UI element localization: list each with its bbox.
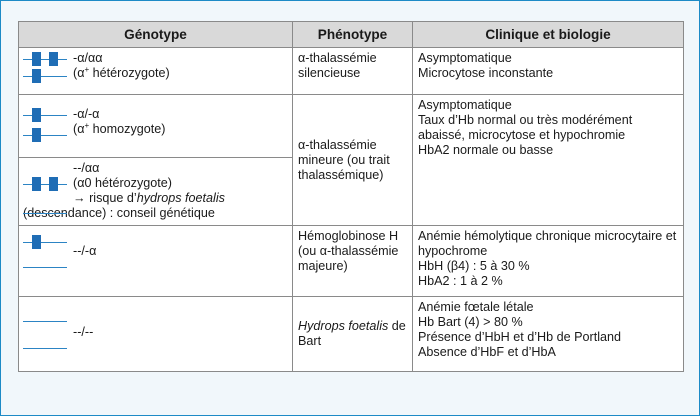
clinical-cell: Asymptomatique Microcytose inconstante — [413, 48, 684, 95]
phenotype-cell: Hydrops foetalis de Bart — [293, 297, 413, 372]
genotype-formula: --/-α — [73, 244, 97, 258]
phenotype-cell: Hémoglobinose H (ou α-thalassémie majeure) — [293, 226, 413, 297]
genotype-formula: --/αα — [73, 161, 100, 175]
gene-diagram-icon — [23, 107, 69, 144]
genotype-description: (α0 hétérozygote) — [73, 176, 172, 190]
gene-diagram-icon — [23, 51, 69, 85]
genotype-cell — [19, 158, 293, 226]
table-row — [19, 48, 684, 95]
gene-diagram-icon — [23, 234, 69, 276]
genotype-description: (α+ homozygote) — [73, 120, 166, 136]
genotype-cell — [19, 48, 293, 95]
header-genotype: Génotype — [19, 22, 293, 48]
table-row — [19, 95, 684, 158]
gene-diagram-icon — [23, 313, 69, 357]
genotype-formula: -α/-α — [73, 107, 100, 121]
genotype-cell — [19, 297, 293, 372]
clinical-cell: Anémie fœtale létale Hb Bart (4) > 80 % Présence d’HbH et d’Hb de Portland Absence d’HbF et d’HbA — [413, 297, 684, 372]
clinical-cell: Anémie hémolytique chronique microcytaire et hypochrome HbH (β4) : 5 à 30 % HbA2 : 1 à 2 % — [413, 226, 684, 297]
alpha-thalassemia-table — [18, 21, 684, 372]
table-row — [19, 297, 684, 372]
clinical-cell: Asymptomatique Taux d’Hb normal ou très modérément abaissé, microcytose et hypochromie HbA2 normale ou basse — [413, 95, 684, 226]
table-row — [19, 226, 684, 297]
genotype-cell — [19, 226, 293, 297]
header-clinical: Clinique et biologie — [413, 22, 684, 48]
genotype-cell — [19, 95, 293, 158]
phenotype-cell: α-thalassémie mineure (ou trait thalassémique) — [293, 95, 413, 226]
genotype-advice: (descendance) : conseil génétique — [23, 206, 215, 220]
genotype-formula: --/-- — [73, 325, 94, 339]
genotype-description: (α+ hétérozygote) — [73, 64, 170, 80]
genotype-risk: → risque d’hydrops foetalis — [73, 191, 225, 205]
header-phenotype: Phénotype — [293, 22, 413, 48]
header-row — [19, 22, 684, 48]
gene-diagram-icon — [23, 161, 69, 222]
phenotype-cell: α-thalassémie silencieuse — [293, 48, 413, 95]
genotype-formula: -α/αα — [73, 51, 103, 65]
